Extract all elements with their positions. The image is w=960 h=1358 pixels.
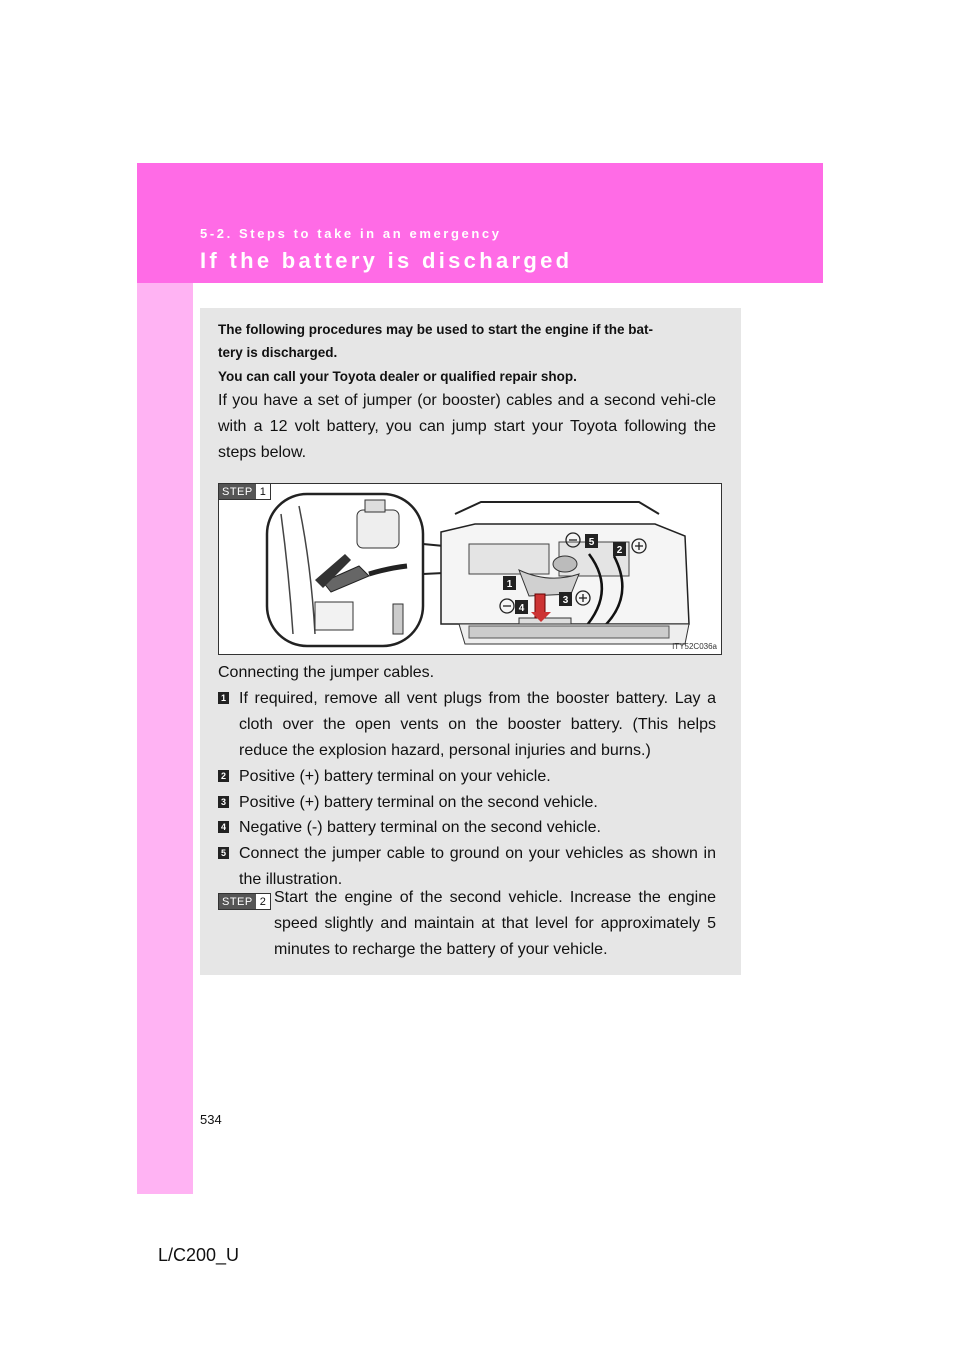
item-text: If required, remove all vent plugs from the booster battery. Lay a cloth over the open vents on the booster battery. (This helps reduce the explosion hazard, personal injuries and burns.) (239, 690, 716, 759)
intro-line-3: You can call your Toyota dealer or qualified repair shop. (218, 369, 577, 384)
svg-text:2: 2 (616, 545, 623, 556)
callout-5 (585, 534, 598, 548)
item-number-badge: 4 (218, 821, 229, 833)
item-text: Connect the jumper cable to ground on your vehicles as shown in the illustration. (239, 845, 716, 888)
jump-start-illustration (218, 483, 722, 655)
item-number-badge: 3 (218, 796, 229, 808)
callout-1 (503, 576, 516, 590)
magnified-clamp-view (267, 494, 423, 646)
page-number: 534 (200, 1112, 222, 1127)
step-2-text: Start the engine of the second vehicle. Increase the engine speed slightly and maintain at that level for approximately 5 minutes to recharge the battery of your vehicle. (274, 889, 716, 958)
step-2-badge (218, 893, 271, 910)
item-number-badge: 1 (218, 692, 229, 704)
list-item (218, 815, 716, 841)
list-item (218, 790, 716, 816)
list-item (218, 686, 716, 764)
section-label: 5-2. Steps to take in an emergency (200, 226, 502, 241)
intro-line-2: tery is discharged. (218, 345, 338, 360)
callout-3 (559, 592, 572, 606)
callout-4 (515, 600, 528, 614)
figure-code: ITY52C036a (672, 642, 717, 651)
step-1-word: STEP (219, 484, 256, 499)
svg-text:1: 1 (506, 579, 513, 590)
item-number-badge: 5 (218, 847, 229, 859)
side-tab-band (137, 283, 193, 1194)
step-2-number: 2 (259, 895, 266, 908)
item-number-badge: 2 (218, 770, 229, 782)
item-text: Positive (+) battery terminal on your vehicle. (239, 768, 551, 785)
svg-text:3: 3 (562, 595, 569, 606)
intro-line-1: The following procedures may be used to start the engine if the bat- (218, 322, 654, 337)
intro-paragraph: If you have a set of jumper (or booster) cables and a second vehi-cle with a 12 volt battery, you can jump start your Toyota following the steps below. (218, 392, 716, 461)
step-1-number: 1 (259, 485, 266, 498)
document-code: L/C200_U (158, 1245, 240, 1265)
svg-text:4: 4 (518, 603, 525, 614)
callout-2 (613, 542, 626, 556)
figure-caption: Connecting the jumper cables. (218, 664, 435, 681)
item-text: Negative (-) battery terminal on the second vehicle. (239, 819, 601, 836)
svg-text:5: 5 (588, 537, 595, 548)
page-title: If the battery is discharged (200, 248, 573, 273)
engine-bay-drawing (441, 502, 689, 644)
illustration-drawing (219, 484, 721, 654)
step-2-word: STEP (219, 894, 256, 909)
item-text: Positive (+) battery terminal on the second vehicle. (239, 794, 598, 811)
list-item (218, 764, 716, 790)
